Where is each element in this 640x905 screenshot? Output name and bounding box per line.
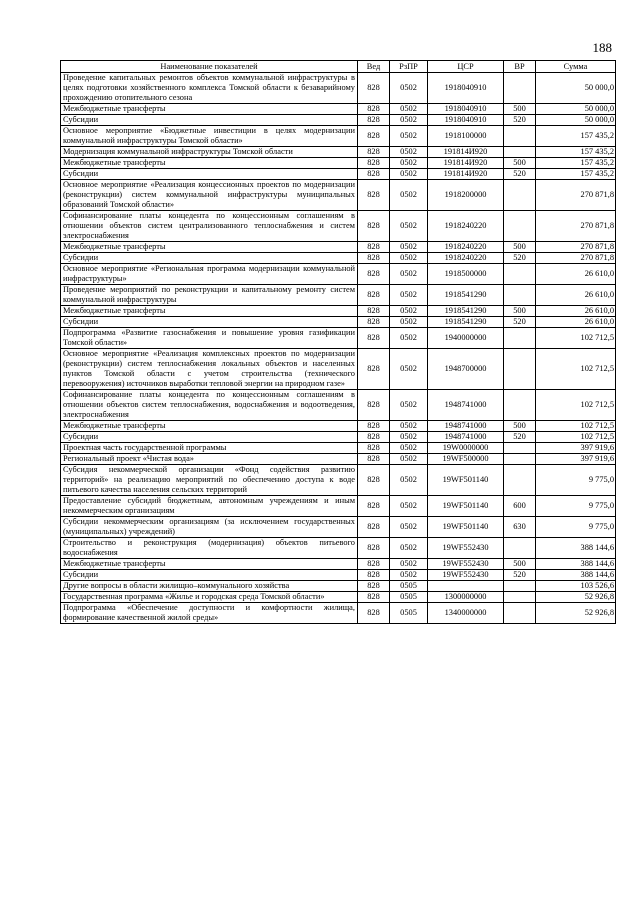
cell-name: Субсидии некоммерческим организациям (за исключением государственных (муниципальных) учреждений) — [61, 517, 358, 538]
cell-ved: 828 — [358, 115, 390, 126]
cell-name: Софинансирование платы концедента по концессионным соглашениям в отношении объектов систем централизованного теплоснабжения и систем электроснабжения — [61, 211, 358, 242]
table-row — [61, 559, 616, 570]
cell-vr — [504, 328, 536, 349]
cell-name: Модернизация коммунальной инфраструктуры Томской области — [61, 147, 358, 158]
cell-csr: 1340000000 — [428, 603, 504, 624]
cell-name: Основное мероприятие «Реализация комплексных проектов по модернизации (реконструкции) систем теплоснабжения локальных объектов и населенных пунктов Томской области с учетом строительства (технического перевооружения) источников выработки тепловой энергии на природном газе» — [61, 349, 358, 390]
cell-vr — [504, 211, 536, 242]
cell-vr: 520 — [504, 169, 536, 180]
cell-sum: 397 919,6 — [536, 443, 616, 454]
cell-csr: 1918040910 — [428, 115, 504, 126]
cell-rzpr: 0502 — [390, 73, 428, 104]
cell-rzpr: 0502 — [390, 285, 428, 306]
cell-vr: 630 — [504, 517, 536, 538]
cell-rzpr: 0502 — [390, 242, 428, 253]
table-row — [61, 306, 616, 317]
cell-vr: 520 — [504, 570, 536, 581]
table-row — [61, 421, 616, 432]
table-row — [61, 443, 616, 454]
cell-rzpr: 0502 — [390, 390, 428, 421]
cell-ved: 828 — [358, 104, 390, 115]
table-row — [61, 104, 616, 115]
cell-sum: 50 000,0 — [536, 115, 616, 126]
cell-csr: 19WF501140 — [428, 517, 504, 538]
cell-csr — [428, 581, 504, 592]
cell-rzpr: 0505 — [390, 592, 428, 603]
cell-sum: 26 610,0 — [536, 264, 616, 285]
cell-ved: 828 — [358, 349, 390, 390]
cell-ved: 828 — [358, 317, 390, 328]
table-row — [61, 581, 616, 592]
cell-ved: 828 — [358, 570, 390, 581]
cell-csr: 1918541290 — [428, 306, 504, 317]
cell-rzpr: 0502 — [390, 158, 428, 169]
cell-sum: 157 435,2 — [536, 158, 616, 169]
cell-sum: 388 144,6 — [536, 559, 616, 570]
cell-ved: 828 — [358, 443, 390, 454]
cell-csr: 19WF501140 — [428, 496, 504, 517]
cell-vr: 600 — [504, 496, 536, 517]
table-row — [61, 253, 616, 264]
cell-vr — [504, 538, 536, 559]
cell-sum: 26 610,0 — [536, 317, 616, 328]
table-row — [61, 517, 616, 538]
table-row — [61, 570, 616, 581]
header-ved: Вед — [358, 61, 390, 73]
table-row — [61, 328, 616, 349]
cell-rzpr: 0502 — [390, 559, 428, 570]
table-body — [61, 73, 616, 624]
cell-name: Основное мероприятие «Реализация концессионных проектов по модернизации (реконструкции) систем коммунальной инфраструктуры муниципальных образований Томской области» — [61, 180, 358, 211]
cell-csr: 1918541290 — [428, 285, 504, 306]
cell-name: Основное мероприятие «Бюджетные инвестиции в целях модернизации коммунальной инфраструктуры Томской области» — [61, 126, 358, 147]
cell-ved: 828 — [358, 517, 390, 538]
cell-rzpr: 0502 — [390, 517, 428, 538]
cell-vr: 500 — [504, 158, 536, 169]
cell-csr: 19WF552430 — [428, 559, 504, 570]
table-row — [61, 390, 616, 421]
table-row — [61, 73, 616, 104]
cell-rzpr: 0502 — [390, 169, 428, 180]
cell-csr: 19WF552430 — [428, 538, 504, 559]
cell-rzpr: 0502 — [390, 454, 428, 465]
cell-name: Подпрограмма «Развитие газоснабжения и повышение уровня газификации Томской области» — [61, 328, 358, 349]
cell-sum: 9 775,0 — [536, 517, 616, 538]
cell-ved: 828 — [358, 328, 390, 349]
cell-csr: 19WF552430 — [428, 570, 504, 581]
cell-ved: 828 — [358, 421, 390, 432]
cell-vr: 500 — [504, 421, 536, 432]
cell-rzpr: 0502 — [390, 328, 428, 349]
cell-sum: 26 610,0 — [536, 306, 616, 317]
cell-sum: 157 435,2 — [536, 147, 616, 158]
cell-csr: 1918100000 — [428, 126, 504, 147]
cell-sum: 270 871,8 — [536, 253, 616, 264]
cell-csr: 1940000000 — [428, 328, 504, 349]
table-row — [61, 349, 616, 390]
cell-csr: 19WF500000 — [428, 454, 504, 465]
cell-ved: 828 — [358, 169, 390, 180]
header-rzpr: РзПР — [390, 61, 428, 73]
table-row — [61, 115, 616, 126]
table-row — [61, 465, 616, 496]
table-row — [61, 432, 616, 443]
cell-rzpr: 0502 — [390, 180, 428, 211]
cell-ved: 828 — [358, 603, 390, 624]
table-row — [61, 180, 616, 211]
cell-csr: 1948741000 — [428, 432, 504, 443]
table-row — [61, 264, 616, 285]
cell-name: Проведение капитальных ремонтов объектов коммунальной инфраструктуры в целях подготовки хозяйственного комплекса Томской области к безаварийному прохождению отопительного сезона — [61, 73, 358, 104]
header-vr: ВР — [504, 61, 536, 73]
cell-vr: 500 — [504, 306, 536, 317]
cell-csr: 1918200000 — [428, 180, 504, 211]
cell-name: Межбюджетные трансферты — [61, 158, 358, 169]
cell-name: Строительство и реконструкция (модернизация) объектов питьевого водоснабжения — [61, 538, 358, 559]
table-row — [61, 158, 616, 169]
table-row — [61, 496, 616, 517]
cell-name: Государственная программа «Жилье и городская среда Томской области» — [61, 592, 358, 603]
cell-csr: 1918040910 — [428, 73, 504, 104]
cell-vr — [504, 349, 536, 390]
cell-ved: 828 — [358, 147, 390, 158]
cell-vr — [504, 603, 536, 624]
cell-vr: 500 — [504, 104, 536, 115]
cell-vr: 500 — [504, 242, 536, 253]
cell-name: Субсидии — [61, 570, 358, 581]
cell-vr — [504, 592, 536, 603]
cell-rzpr: 0502 — [390, 211, 428, 242]
cell-vr — [504, 443, 536, 454]
cell-ved: 828 — [358, 264, 390, 285]
cell-ved: 828 — [358, 126, 390, 147]
cell-sum: 52 926,8 — [536, 603, 616, 624]
cell-sum: 388 144,6 — [536, 538, 616, 559]
cell-csr: 191814И920 — [428, 147, 504, 158]
cell-vr: 520 — [504, 253, 536, 264]
cell-name: Подпрограмма «Обеспечение доступности и комфортности жилища, формирование качественной жилой среды» — [61, 603, 358, 624]
cell-name: Межбюджетные трансферты — [61, 306, 358, 317]
cell-name: Региональный проект «Чистая вода» — [61, 454, 358, 465]
header-sum: Сумма — [536, 61, 616, 73]
cell-vr — [504, 390, 536, 421]
cell-rzpr: 0502 — [390, 104, 428, 115]
cell-ved: 828 — [358, 180, 390, 211]
cell-rzpr: 0502 — [390, 432, 428, 443]
table-row — [61, 242, 616, 253]
cell-sum: 388 144,6 — [536, 570, 616, 581]
cell-vr — [504, 465, 536, 496]
cell-ved: 828 — [358, 211, 390, 242]
cell-rzpr: 0505 — [390, 603, 428, 624]
cell-rzpr: 0502 — [390, 465, 428, 496]
cell-rzpr: 0505 — [390, 581, 428, 592]
cell-name: Субсидии — [61, 253, 358, 264]
cell-name: Межбюджетные трансферты — [61, 242, 358, 253]
table-row — [61, 603, 616, 624]
cell-ved: 828 — [358, 306, 390, 317]
cell-ved: 828 — [358, 432, 390, 443]
header-row — [61, 61, 616, 73]
cell-csr: 1948700000 — [428, 349, 504, 390]
cell-rzpr: 0502 — [390, 421, 428, 432]
cell-ved: 828 — [358, 158, 390, 169]
cell-name: Проектная часть государственной программы — [61, 443, 358, 454]
cell-sum: 270 871,8 — [536, 211, 616, 242]
page-number: 188 — [592, 40, 612, 55]
cell-sum: 102 712,5 — [536, 328, 616, 349]
cell-vr: 520 — [504, 432, 536, 443]
cell-ved: 828 — [358, 538, 390, 559]
cell-sum: 157 435,2 — [536, 169, 616, 180]
table-row — [61, 592, 616, 603]
cell-vr: 500 — [504, 559, 536, 570]
cell-ved: 828 — [358, 285, 390, 306]
cell-sum: 50 000,0 — [536, 104, 616, 115]
cell-sum: 26 610,0 — [536, 285, 616, 306]
cell-name: Субсидии — [61, 169, 358, 180]
table-row — [61, 538, 616, 559]
table-row — [61, 285, 616, 306]
cell-csr: 191814И920 — [428, 169, 504, 180]
cell-ved: 828 — [358, 559, 390, 570]
cell-vr — [504, 264, 536, 285]
cell-sum: 102 712,5 — [536, 421, 616, 432]
cell-sum: 52 926,8 — [536, 592, 616, 603]
cell-vr: 520 — [504, 317, 536, 328]
cell-name: Другие вопросы в области жилищно–коммунального хозяйства — [61, 581, 358, 592]
cell-vr: 520 — [504, 115, 536, 126]
cell-name: Межбюджетные трансферты — [61, 559, 358, 570]
cell-vr — [504, 126, 536, 147]
cell-csr: 191814И920 — [428, 158, 504, 169]
cell-csr: 1918500000 — [428, 264, 504, 285]
cell-sum: 9 775,0 — [536, 465, 616, 496]
cell-name: Субсидии — [61, 432, 358, 443]
cell-vr — [504, 180, 536, 211]
cell-rzpr: 0502 — [390, 443, 428, 454]
cell-sum: 103 526,6 — [536, 581, 616, 592]
cell-sum: 102 712,5 — [536, 349, 616, 390]
cell-rzpr: 0502 — [390, 349, 428, 390]
cell-rzpr: 0502 — [390, 253, 428, 264]
cell-sum: 102 712,5 — [536, 390, 616, 421]
cell-ved: 828 — [358, 454, 390, 465]
cell-vr — [504, 73, 536, 104]
table-row — [61, 169, 616, 180]
cell-csr: 19WF501140 — [428, 465, 504, 496]
cell-sum: 270 871,8 — [536, 242, 616, 253]
cell-sum: 157 435,2 — [536, 126, 616, 147]
cell-sum: 270 871,8 — [536, 180, 616, 211]
cell-vr — [504, 581, 536, 592]
cell-name: Предоставление субсидий бюджетным, автономным учреждениям и иным некоммерческим организациям — [61, 496, 358, 517]
cell-ved: 828 — [358, 390, 390, 421]
cell-rzpr: 0502 — [390, 570, 428, 581]
cell-csr: 1948741000 — [428, 421, 504, 432]
cell-csr: 19W0000000 — [428, 443, 504, 454]
cell-ved: 828 — [358, 242, 390, 253]
cell-name: Основное мероприятие «Региональная программа модернизации коммунальной инфраструктуры» — [61, 264, 358, 285]
table-row — [61, 147, 616, 158]
cell-rzpr: 0502 — [390, 264, 428, 285]
cell-csr: 1300000000 — [428, 592, 504, 603]
cell-csr: 1918240220 — [428, 253, 504, 264]
cell-sum: 102 712,5 — [536, 432, 616, 443]
cell-name: Субсидия некоммерческой организации «Фонд содействия развитию территорий» на реализацию мероприятий по обеспечению доступа к воде питьевого качества населения сельских территорий — [61, 465, 358, 496]
header-csr: ЦСР — [428, 61, 504, 73]
cell-vr — [504, 147, 536, 158]
cell-name: Межбюджетные трансферты — [61, 421, 358, 432]
cell-ved: 828 — [358, 496, 390, 517]
cell-csr: 1918240220 — [428, 211, 504, 242]
cell-sum: 9 775,0 — [536, 496, 616, 517]
cell-name: Субсидии — [61, 115, 358, 126]
cell-rzpr: 0502 — [390, 306, 428, 317]
table-row — [61, 317, 616, 328]
budget-table — [60, 60, 616, 624]
cell-rzpr: 0502 — [390, 126, 428, 147]
table-row — [61, 211, 616, 242]
cell-csr: 1918541290 — [428, 317, 504, 328]
cell-rzpr: 0502 — [390, 496, 428, 517]
cell-ved: 828 — [358, 592, 390, 603]
cell-ved: 828 — [358, 581, 390, 592]
cell-vr — [504, 285, 536, 306]
cell-csr: 1918040910 — [428, 104, 504, 115]
cell-sum: 50 000,0 — [536, 73, 616, 104]
cell-csr: 1918240220 — [428, 242, 504, 253]
cell-rzpr: 0502 — [390, 317, 428, 328]
cell-rzpr: 0502 — [390, 538, 428, 559]
cell-name: Субсидии — [61, 317, 358, 328]
cell-vr — [504, 454, 536, 465]
cell-name: Софинансирование платы концедента по концессионным соглашениям в отношении объектов систем теплоснабжения, водоснабжения и водоотведения, электроснабжения — [61, 390, 358, 421]
cell-rzpr: 0502 — [390, 147, 428, 158]
cell-name: Проведение мероприятий по реконструкции и капитальному ремонту систем коммунальной инфраструктуры — [61, 285, 358, 306]
cell-rzpr: 0502 — [390, 115, 428, 126]
table-row — [61, 126, 616, 147]
cell-csr: 1948741000 — [428, 390, 504, 421]
header-name: Наименование показателей — [61, 61, 358, 73]
cell-name: Межбюджетные трансферты — [61, 104, 358, 115]
table-row — [61, 454, 616, 465]
cell-ved: 828 — [358, 465, 390, 496]
cell-sum: 397 919,6 — [536, 454, 616, 465]
cell-ved: 828 — [358, 73, 390, 104]
cell-ved: 828 — [358, 253, 390, 264]
